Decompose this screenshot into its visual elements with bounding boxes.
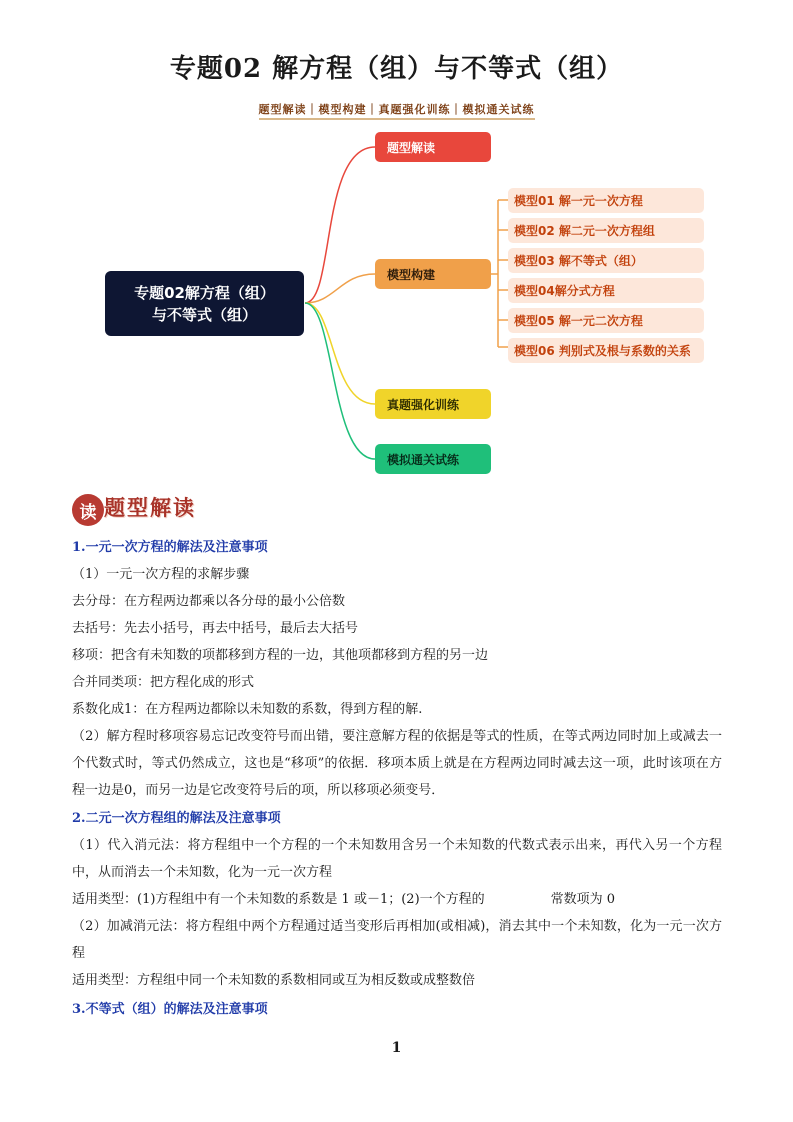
branch-real-exam-training: 真题强化训练 (375, 389, 491, 419)
text-line: （1）一元一次方程的求解步骤 (72, 567, 250, 582)
text-segment: 常数项为 0 (550, 892, 616, 907)
model-02: 模型02 解二元一次方程组 (508, 218, 704, 243)
section-badge: 读 (72, 494, 104, 526)
page-number: 1 (391, 1040, 402, 1056)
subtitle-nav (0, 101, 793, 117)
subtitle-text: 题型解读｜模型构建｜真题强化训练｜模拟通关试练 (259, 103, 535, 120)
mindmap-root (105, 271, 304, 336)
text-line: 移项：把含有未知数的项都移到方程的一边，其他项都移到方程的另一边 (72, 648, 489, 663)
connector-green (305, 303, 375, 459)
paragraph-elimination: （2）加减消元法：将方程组中两个方程通过适当变形后再相加(或相减)，消去其中一个未知数，化为一元一次方程 (72, 919, 722, 961)
branch-question-type: 题型解读 (375, 132, 491, 162)
paragraph-substitution: （1）代入消元法：将方程组中一个方程的一个未知数用含另一个未知数的代数式表示出来，再代入另一个方程中，从而消去一个未知数，化为一元一次方程 (72, 838, 722, 880)
paragraph-transposition-note: （2）解方程时移项容易忘记改变符号而出错，要注意解方程的依据是等式的性质，在等式两边同时加上或减去一个代数式时，等式仍然成立，这也是“移项”的依据．移项本质上就是在方程两边同时减去这一项，此时该项在方程一边是0，而另一边是它改变符号后的项，所以移项必须变号． (72, 729, 722, 798)
model-06: 模型06 判别式及根与系数的关系 (508, 338, 704, 363)
model-05: 模型05 解一元二次方程 (508, 308, 704, 333)
text-line: 去分母：在方程两边都乘以各分母的最小公倍数 (72, 594, 346, 609)
root-line-2: 与不等式（组） (151, 305, 257, 324)
text-segment: 适用类型：(1)方程组中有一个未知数的系数是 1 或－1；(2)一个方程的 (72, 892, 485, 907)
text-line-substitution-types (72, 886, 728, 913)
model-04: 模型04解分式方程 (508, 278, 704, 303)
page-title: 专题02 解方程（组）与不等式（组） (169, 54, 624, 84)
connector-orange (305, 274, 375, 303)
model-01: 模型01 解一元一次方程 (508, 188, 704, 213)
root-line-1: 专题02解方程（组） (134, 283, 275, 302)
model-03: 模型03 解不等式（组） (508, 248, 704, 273)
section-heading (72, 492, 217, 528)
text-line: 适用类型：方程组中同一个未知数的系数相同或互为相反数或成整数倍 (72, 973, 476, 988)
heading-linear-equation: 1.一元一次方程的解法及注意事项 (72, 540, 268, 555)
connector-models-trunk (491, 200, 498, 347)
heading-linear-system: 2.二元一次方程组的解法及注意事项 (72, 811, 281, 826)
connector-red (305, 147, 375, 303)
heading-inequality: 3.不等式（组）的解法及注意事项 (72, 1002, 268, 1017)
text-line: 合并同类项：把方程化成的形式 (72, 675, 255, 690)
connector-yellow (305, 303, 375, 404)
text-line: 去括号：先去小括号，再去中括号，最后去大括号 (72, 621, 359, 636)
branch-mock-test: 模拟通关试练 (375, 444, 491, 474)
text-line: 系数化成1：在方程两边都除以未知数的系数，得到方程的解. (72, 702, 423, 717)
branch-model-building: 模型构建 (375, 259, 491, 289)
section-heading-text: 题型解读 (104, 495, 196, 520)
